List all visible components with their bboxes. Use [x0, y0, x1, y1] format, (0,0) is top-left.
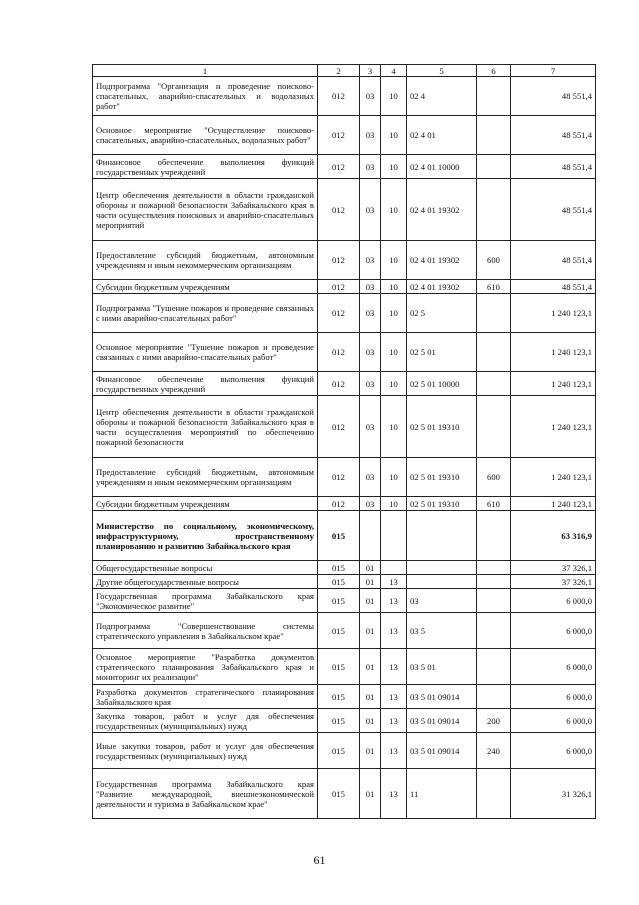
- target-item-code-cell: 02 5: [407, 294, 477, 333]
- section-code-cell: 01: [360, 649, 381, 685]
- subsection-code-cell: 10: [381, 116, 407, 155]
- row-name-cell: Разработка документов стратегического планирования Забайкальского края: [93, 685, 318, 709]
- target-item-code-cell: 03 5 01 09014: [407, 685, 477, 709]
- expense-type-code-cell: [477, 155, 511, 179]
- target-item-code-cell: [407, 511, 477, 561]
- subsection-code-cell: 13: [381, 733, 407, 769]
- subsection-code-cell: 10: [381, 241, 407, 280]
- table-row: [93, 649, 596, 685]
- section-code-cell: 01: [360, 613, 381, 649]
- target-item-code-cell: 11: [407, 769, 477, 819]
- amount-cell: 48 551,4: [511, 179, 596, 241]
- ministry-code-cell: 012: [318, 116, 360, 155]
- ministry-code-cell: 015: [318, 561, 360, 575]
- section-code-cell: 01: [360, 685, 381, 709]
- subsection-code-cell: 10: [381, 497, 407, 511]
- section-code-cell: 03: [360, 155, 381, 179]
- target-item-code-cell: 02 4 01: [407, 116, 477, 155]
- expense-type-code-cell: 610: [477, 497, 511, 511]
- table-row: [93, 458, 596, 497]
- subsection-code-cell: 10: [381, 77, 407, 116]
- section-code-cell: 03: [360, 333, 381, 372]
- ministry-code-cell: 015: [318, 511, 360, 561]
- amount-cell: 6 000,0: [511, 709, 596, 733]
- amount-cell: 31 326,1: [511, 769, 596, 819]
- ministry-code-cell: 015: [318, 613, 360, 649]
- table-row: [93, 116, 596, 155]
- table-row: [93, 333, 596, 372]
- row-name-cell: Государственная программа Забайкальского края "Экономическое развитие": [93, 589, 318, 613]
- amount-cell: 6 000,0: [511, 685, 596, 709]
- table-row: [93, 575, 596, 589]
- header-cell: 7: [511, 65, 596, 77]
- table-row: [93, 709, 596, 733]
- target-item-code-cell: 02 4 01 19302: [407, 179, 477, 241]
- amount-cell: 48 551,4: [511, 155, 596, 179]
- table-row: [93, 613, 596, 649]
- subsection-code-cell: 10: [381, 333, 407, 372]
- subsection-code-cell: 10: [381, 458, 407, 497]
- table-row: [93, 179, 596, 241]
- amount-cell: 6 000,0: [511, 733, 596, 769]
- row-name-cell: Другие общегосударственные вопросы: [93, 575, 318, 589]
- amount-cell: 1 240 123,1: [511, 458, 596, 497]
- row-name-cell: Финансовое обеспечение выполнения функций государственных учреждений: [93, 155, 318, 179]
- subsection-code-cell: 10: [381, 155, 407, 179]
- ministry-code-cell: 015: [318, 649, 360, 685]
- section-code-cell: 03: [360, 497, 381, 511]
- amount-cell: 48 551,4: [511, 116, 596, 155]
- target-item-code-cell: 03: [407, 589, 477, 613]
- table-row: [93, 733, 596, 769]
- table-row: [93, 280, 596, 294]
- row-name-cell: Закупка товаров, работ и услуг для обеспечения государственных (муниципальных) нужд: [93, 709, 318, 733]
- target-item-code-cell: 02 5 01 19310: [407, 396, 477, 458]
- row-name-cell: Общегосударственные вопросы: [93, 561, 318, 575]
- section-code-cell: 03: [360, 372, 381, 396]
- section-code-cell: 01: [360, 561, 381, 575]
- ministry-code-cell: 015: [318, 685, 360, 709]
- table-row: [93, 685, 596, 709]
- ministry-code-cell: 012: [318, 333, 360, 372]
- subsection-code-cell: 13: [381, 589, 407, 613]
- subsection-code-cell: 13: [381, 649, 407, 685]
- expense-type-code-cell: [477, 116, 511, 155]
- subsection-code-cell: 10: [381, 396, 407, 458]
- row-name-cell: Основное мероприятие "Тушение пожаров и проведение связанных с ними аварийно-спасательных работ": [93, 333, 318, 372]
- expense-type-code-cell: 240: [477, 733, 511, 769]
- table-row: [93, 241, 596, 280]
- target-item-code-cell: 02 5 01 19310: [407, 458, 477, 497]
- section-code-cell: 03: [360, 280, 381, 294]
- target-item-code-cell: 02 5 01: [407, 333, 477, 372]
- ministry-code-cell: 012: [318, 280, 360, 294]
- section-code-cell: 03: [360, 179, 381, 241]
- table-row: [93, 372, 596, 396]
- section-code-cell: [360, 511, 381, 561]
- row-name-cell: Предоставление субсидий бюджетным, автономным учреждениям и иным некоммерческим организациям: [93, 241, 318, 280]
- section-code-cell: 03: [360, 116, 381, 155]
- row-name-cell: Основное мероприятие "Осуществление поисково-спасательных, аварийно-спасательных, водолазных работ": [93, 116, 318, 155]
- target-item-code-cell: [407, 561, 477, 575]
- row-name-cell: Центр обеспечения деятельности в области гражданской обороны и пожарной безопасности Забайкальского края в части осуществления поисковых и аварийно-спасательных мероприятий: [93, 179, 318, 241]
- row-name-cell: Иные закупки товаров, работ и услуг для обеспечения государственных (муниципальных) нужд: [93, 733, 318, 769]
- subsection-code-cell: 13: [381, 709, 407, 733]
- row-name-cell: Подпрограмма "Тушение пожаров и проведение связанных с ними аварийно-спасательных работ": [93, 294, 318, 333]
- row-name-cell: Субсидии бюджетным учреждениям: [93, 497, 318, 511]
- budget-table: [92, 64, 596, 819]
- expense-type-code-cell: [477, 613, 511, 649]
- ministry-code-cell: 012: [318, 77, 360, 116]
- amount-cell: 1 240 123,1: [511, 396, 596, 458]
- subsection-code-cell: 13: [381, 769, 407, 819]
- amount-cell: 48 551,4: [511, 77, 596, 116]
- amount-cell: 1 240 123,1: [511, 333, 596, 372]
- expense-type-code-cell: [477, 333, 511, 372]
- expense-type-code-cell: 200: [477, 709, 511, 733]
- amount-cell: 63 316,9: [511, 511, 596, 561]
- ministry-code-cell: 012: [318, 372, 360, 396]
- expense-type-code-cell: [477, 511, 511, 561]
- target-item-code-cell: 03 5 01 09014: [407, 709, 477, 733]
- expense-type-code-cell: [477, 396, 511, 458]
- expense-type-code-cell: [477, 294, 511, 333]
- table-row: [93, 396, 596, 458]
- section-code-cell: 03: [360, 458, 381, 497]
- amount-cell: 37 326,1: [511, 575, 596, 589]
- ministry-code-cell: 015: [318, 709, 360, 733]
- amount-cell: 1 240 123,1: [511, 497, 596, 511]
- ministry-code-cell: 015: [318, 589, 360, 613]
- target-item-code-cell: 02 4 01 10000: [407, 155, 477, 179]
- subsection-code-cell: 13: [381, 575, 407, 589]
- table-row: [93, 77, 596, 116]
- section-code-cell: 03: [360, 241, 381, 280]
- expense-type-code-cell: 610: [477, 280, 511, 294]
- header-cell: 6: [477, 65, 511, 77]
- target-item-code-cell: 02 5 01 19310: [407, 497, 477, 511]
- section-code-cell: 01: [360, 575, 381, 589]
- section-code-cell: 01: [360, 769, 381, 819]
- expense-type-code-cell: 600: [477, 241, 511, 280]
- section-code-cell: 03: [360, 77, 381, 116]
- ministry-code-cell: 015: [318, 733, 360, 769]
- table-row: [93, 511, 596, 561]
- ministry-code-cell: 012: [318, 497, 360, 511]
- table-header-row: [93, 65, 596, 77]
- row-name-cell: Субсидии бюджетным учреждениям: [93, 280, 318, 294]
- table-row: [93, 294, 596, 333]
- table-row: [93, 589, 596, 613]
- row-name-cell: Центр обеспечения деятельности в области гражданской обороны и пожарной безопасности Забайкальского края в части осуществления мероприятий по обеспечению пожарной безопасности: [93, 396, 318, 458]
- header-cell: 4: [381, 65, 407, 77]
- section-code-cell: 03: [360, 294, 381, 333]
- ministry-code-cell: 012: [318, 241, 360, 280]
- table-row: [93, 561, 596, 575]
- table-row: [93, 769, 596, 819]
- amount-cell: 48 551,4: [511, 241, 596, 280]
- row-name-cell: Основное мероприятие "Разработка документов стратегического планирования Забайкальского края и мониторинг их реализации": [93, 649, 318, 685]
- amount-cell: 1 240 123,1: [511, 294, 596, 333]
- target-item-code-cell: 02 4: [407, 77, 477, 116]
- subsection-code-cell: [381, 511, 407, 561]
- header-cell: 3: [360, 65, 381, 77]
- expense-type-code-cell: 600: [477, 458, 511, 497]
- ministry-code-cell: 012: [318, 179, 360, 241]
- header-cell: 1: [93, 65, 318, 77]
- expense-type-code-cell: [477, 561, 511, 575]
- expense-type-code-cell: [477, 769, 511, 819]
- amount-cell: 48 551,4: [511, 280, 596, 294]
- amount-cell: 6 000,0: [511, 649, 596, 685]
- expense-type-code-cell: [477, 77, 511, 116]
- amount-cell: 1 240 123,1: [511, 372, 596, 396]
- ministry-code-cell: 015: [318, 769, 360, 819]
- target-item-code-cell: 02 5 01 10000: [407, 372, 477, 396]
- section-code-cell: 01: [360, 589, 381, 613]
- header-cell: 5: [407, 65, 477, 77]
- row-name-cell: Государственная программа Забайкальского края "Развитие международной, внешнеэкономической деятельности и туризма в Забайкальском крае": [93, 769, 318, 819]
- subsection-code-cell: 10: [381, 294, 407, 333]
- target-item-code-cell: 03 5: [407, 613, 477, 649]
- target-item-code-cell: 03 5 01 09014: [407, 733, 477, 769]
- row-name-cell: Подпрограмма "Совершенствование системы стратегического управления в Забайкальском крае": [93, 613, 318, 649]
- subsection-code-cell: 13: [381, 685, 407, 709]
- subsection-code-cell: 10: [381, 179, 407, 241]
- target-item-code-cell: 02 4 01 19302: [407, 280, 477, 294]
- ministry-code-cell: 012: [318, 155, 360, 179]
- expense-type-code-cell: [477, 575, 511, 589]
- section-code-cell: 01: [360, 709, 381, 733]
- table-row: [93, 497, 596, 511]
- expense-type-code-cell: [477, 372, 511, 396]
- expense-type-code-cell: [477, 685, 511, 709]
- table-row: [93, 155, 596, 179]
- ministry-code-cell: 015: [318, 575, 360, 589]
- section-code-cell: 01: [360, 733, 381, 769]
- subsection-code-cell: 13: [381, 613, 407, 649]
- amount-cell: 6 000,0: [511, 589, 596, 613]
- header-cell: 2: [318, 65, 360, 77]
- subsection-code-cell: 10: [381, 372, 407, 396]
- target-item-code-cell: [407, 575, 477, 589]
- subsection-code-cell: [381, 561, 407, 575]
- row-name-cell: Финансовое обеспечение выполнения функций государственных учреждений: [93, 372, 318, 396]
- row-name-cell: Министерство по социальному, экономическому, инфраструктурному, пространственному планированию и развитию Забайкальского края: [93, 511, 318, 561]
- amount-cell: 6 000,0: [511, 613, 596, 649]
- ministry-code-cell: 012: [318, 396, 360, 458]
- ministry-code-cell: 012: [318, 294, 360, 333]
- target-item-code-cell: 03 5 01: [407, 649, 477, 685]
- expense-type-code-cell: [477, 649, 511, 685]
- row-name-cell: Подпрограмма "Организация и проведение поисково-спасательных, аварийно-спасательных и водолазных работ": [93, 77, 318, 116]
- page-number: 61: [313, 853, 326, 867]
- target-item-code-cell: 02 4 01 19302: [407, 241, 477, 280]
- expense-type-code-cell: [477, 179, 511, 241]
- section-code-cell: 03: [360, 396, 381, 458]
- row-name-cell: Предоставление субсидий бюджетным, автономным учреждениям и иным некоммерческим организациям: [93, 458, 318, 497]
- ministry-code-cell: 012: [318, 458, 360, 497]
- subsection-code-cell: 10: [381, 280, 407, 294]
- expense-type-code-cell: [477, 589, 511, 613]
- amount-cell: 37 326,1: [511, 561, 596, 575]
